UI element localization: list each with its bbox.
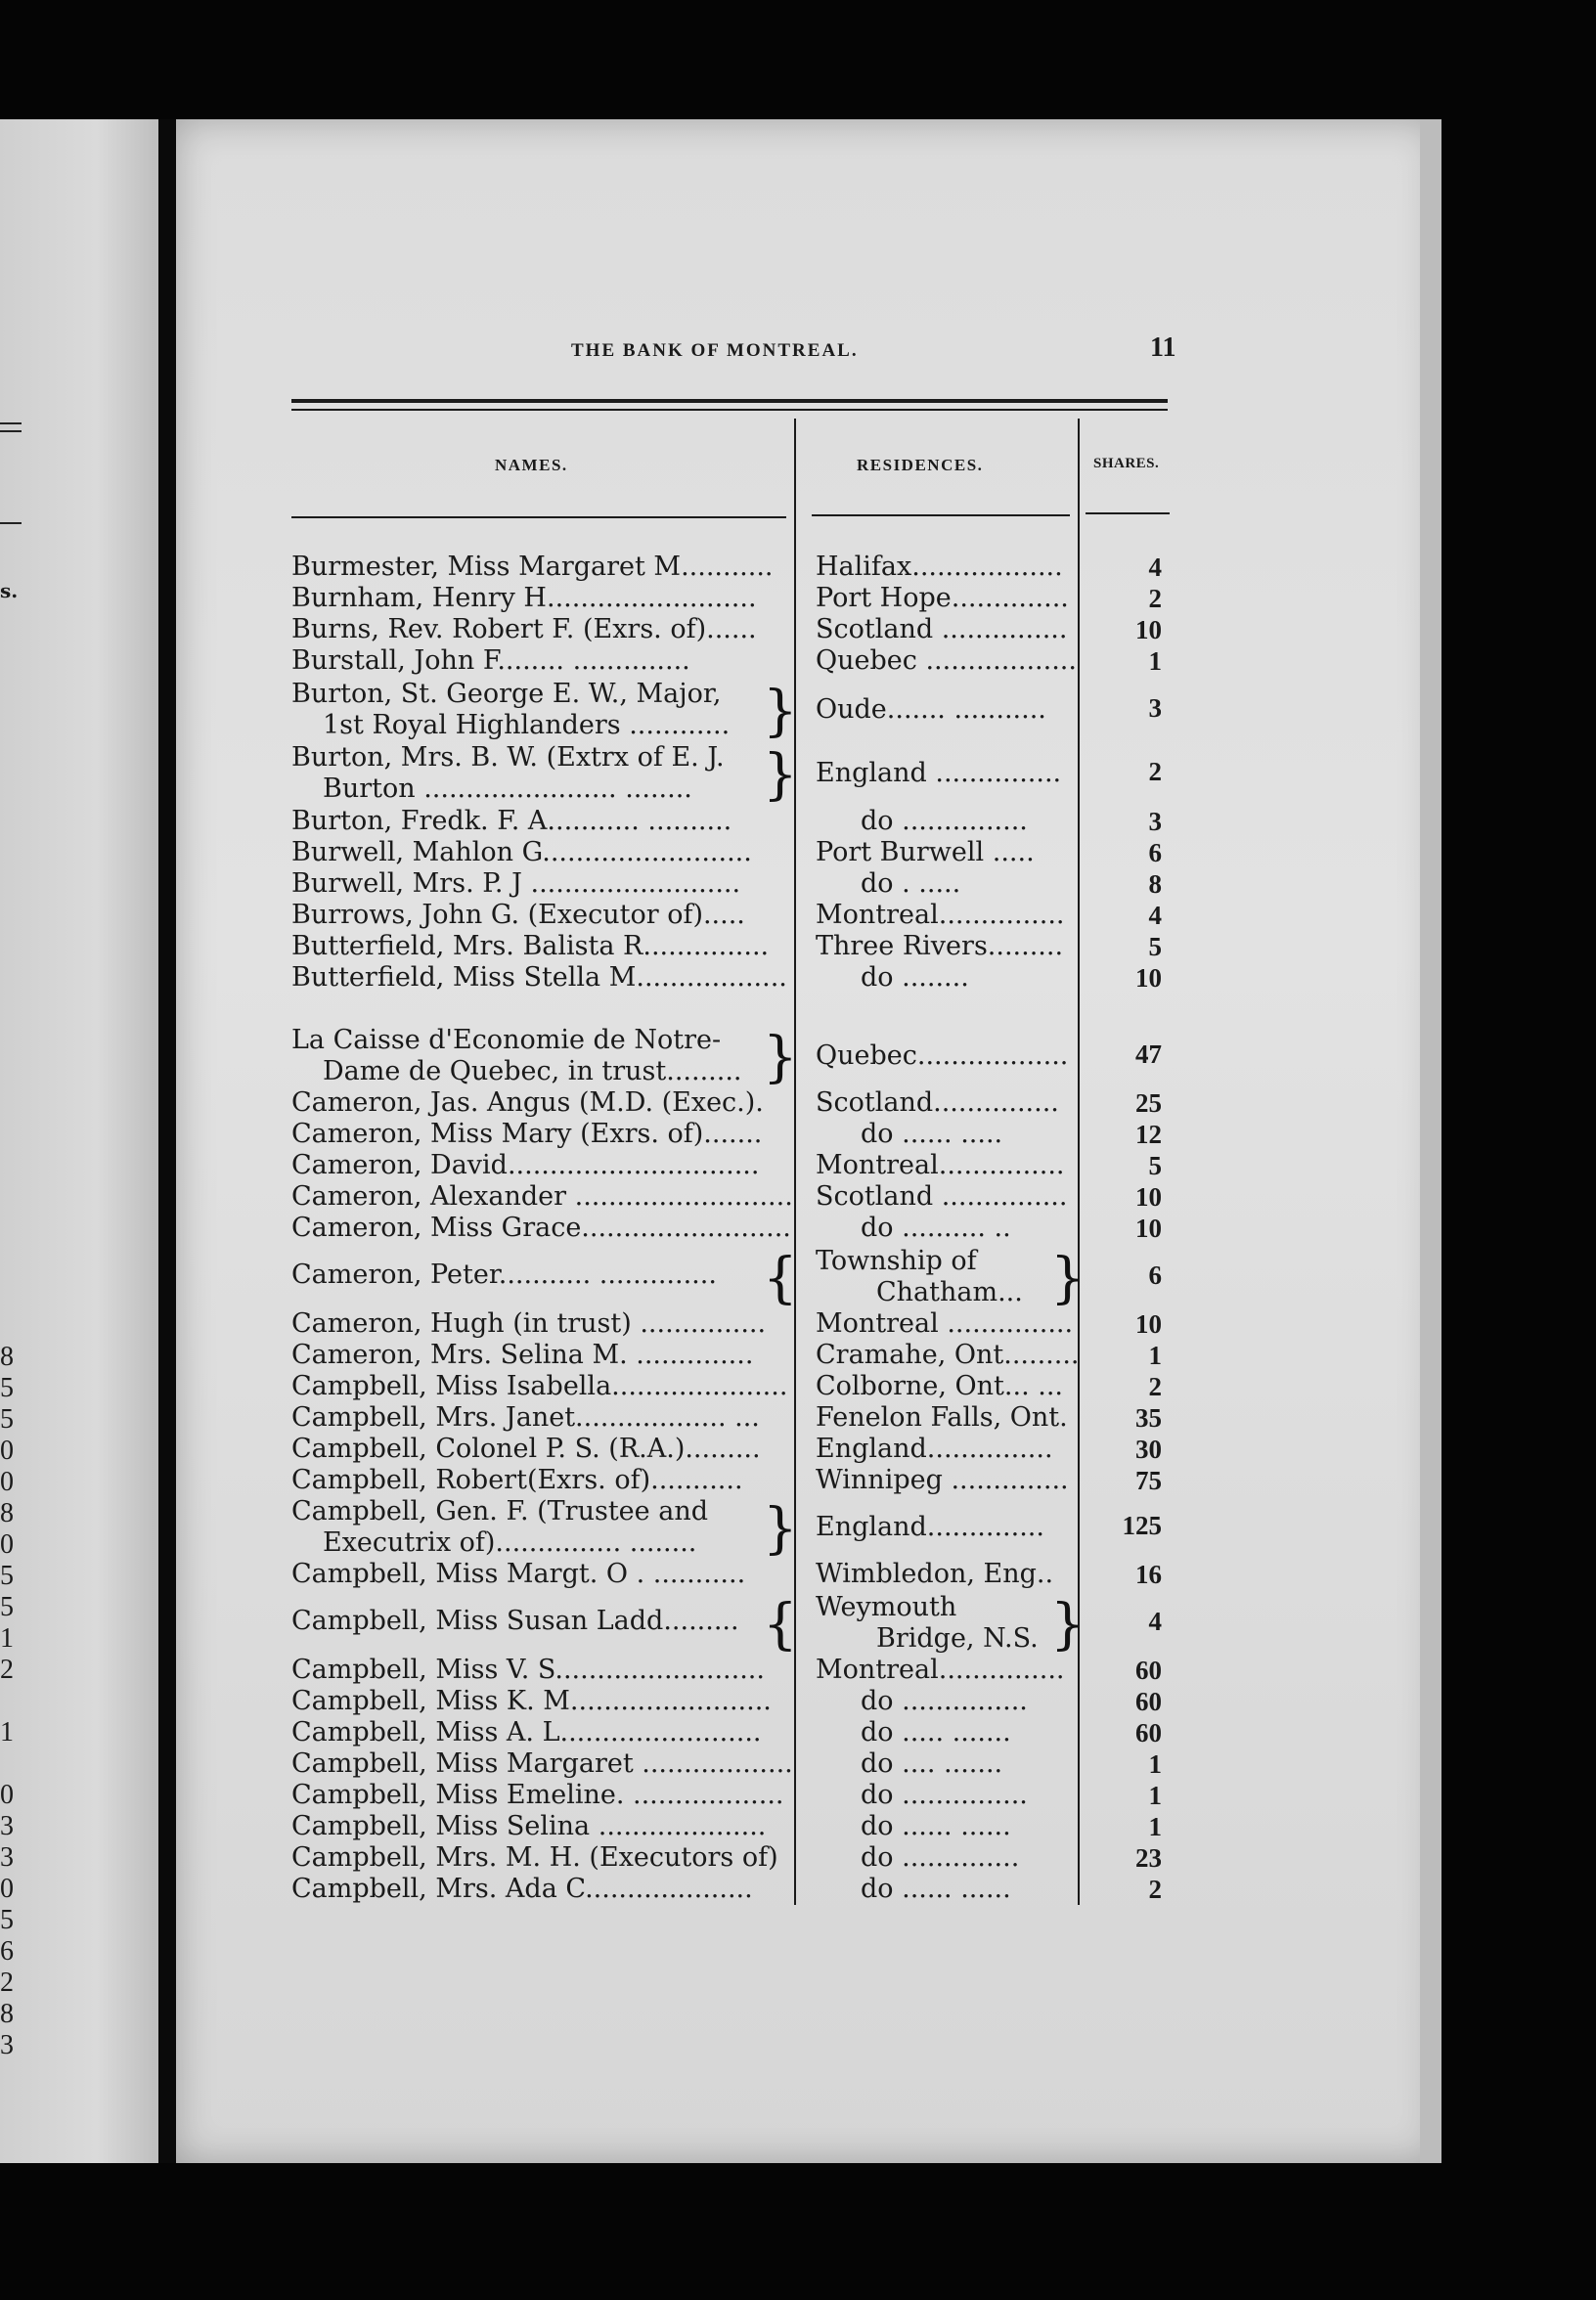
residence: Wimbledon, Eng.. [816,1559,1054,1589]
share-count: 1 [1148,1341,1162,1370]
share-count: 1 [1148,1749,1162,1779]
shareholder-name: Butterfield, Mrs. Balista R............... [291,931,770,961]
shareholder-name: Campbell, Colonel P. S. (R.A.)......... [291,1434,761,1464]
prev-page-rule [0,430,22,432]
share-count: 4 [1148,553,1162,582]
book-gutter [158,119,178,2163]
shareholder-name: Campbell, Miss Isabella..................... [291,1371,788,1401]
shareholder-name: Campbell, Miss A. L........................ [291,1717,762,1747]
shareholder-name: Burmester, Miss Margaret M........... [291,552,774,582]
names-header-rule [291,516,786,518]
share-count: 10 [1135,1309,1162,1339]
prev-page-digit: 5 [0,1373,14,1403]
prev-page-share-digits [0,1342,14,2061]
share-count: 4 [1148,901,1162,930]
shareholder-name: Cameron, Miss Grace......................... [291,1213,791,1243]
shareholder-name-continued: Executrix of)............... ........ [323,1527,697,1558]
residence: do ............... [861,1780,1028,1810]
prev-page-digit: 1 [0,1717,14,1747]
residence: England............... [816,1434,1053,1464]
prev-page-digit: 2 [0,1968,14,1998]
residence: Cramahe, Ont......... [816,1340,1080,1370]
shareholder-name-continued: 1st Royal Highlanders ............ [323,710,731,740]
residence: England.............. [816,1512,1044,1542]
share-count: 3 [1148,693,1162,723]
prev-page-digit: 0 [0,1436,14,1466]
page-number: 11 [1150,332,1176,363]
shareholder-name: Burrows, John G. (Executor of)..... [291,900,745,930]
share-count: 1 [1148,646,1162,676]
shareholder-name: Butterfield, Miss Stella M.................. [291,962,787,993]
running-head: THE BANK OF MONTREAL. [571,340,859,361]
share-count: 30 [1135,1435,1162,1464]
shareholder-name: Campbell, Miss Susan Ladd......... [291,1606,739,1636]
column-header-residences: RESIDENCES. [857,456,984,474]
column-divider-residences [1078,419,1080,1905]
residence: Quebec.................. [816,1040,1069,1071]
prev-page-rule [0,522,22,524]
prev-page-digit: 8 [0,1498,14,1528]
share-count: 2 [1148,757,1162,786]
residence: Scotland ............... [816,1181,1068,1212]
residence: Port Burwell ..... [816,837,1035,867]
residence: do ..... ....... [861,1717,1011,1747]
share-count: 23 [1135,1843,1162,1873]
share-count: 16 [1135,1560,1162,1589]
residence: Township of [816,1246,977,1276]
header-rule [291,399,1168,403]
residence: Colborne, Ont... ... [816,1371,1063,1401]
prev-page-digit: 3 [0,2030,14,2060]
prev-page-column-fragment: s. [0,579,19,602]
grouping-brace: } [763,1026,798,1089]
residence: Scotland ............... [816,614,1068,644]
shareholder-name-continued: Dame de Quebec, in trust......... [323,1056,742,1086]
residence: do .............. [861,1842,1020,1873]
share-count: 2 [1148,1875,1162,1904]
shareholder-name: Cameron, Alexander .......................... [291,1181,793,1212]
prev-page-digit: 0 [0,1467,14,1497]
shareholder-name: Cameron, Mrs. Selina M. .............. [291,1340,754,1370]
shareholder-name: Burton, St. George E. W., Major, [291,679,722,709]
grouping-brace: } [763,743,798,807]
grouping-brace: } [763,680,798,743]
header-rule-thin [291,409,1168,411]
residence: Montreal ............... [816,1308,1074,1339]
residence: Three Rivers......... [816,931,1064,961]
shareholder-name: Campbell, Mrs. Janet.................. ... [291,1402,760,1433]
previous-page-fragment [0,119,161,2163]
share-count: 4 [1148,1607,1162,1636]
residences-header-rule [812,514,1070,516]
prev-page-digit: 8 [0,1999,14,2029]
share-count: 10 [1135,1214,1162,1243]
share-count: 2 [1148,1372,1162,1401]
prev-page-digit [0,1748,14,1780]
residence: do .... ....... [861,1748,1003,1779]
share-count: 2 [1148,584,1162,613]
share-count: 47 [1135,1039,1162,1069]
shareholder-name: Cameron, Hugh (in trust) ............... [291,1308,767,1339]
prev-page-digit: 3 [0,1842,14,1873]
share-count: 60 [1135,1656,1162,1685]
residence: Halifax.................. [816,552,1063,582]
shareholder-name: Burton, Mrs. B. W. (Extrx of E. J. [291,742,725,773]
prev-page-digit: 0 [0,1874,14,1904]
residence: Winnipeg .............. [816,1465,1069,1495]
column-header-shares: SHARES. [1093,456,1160,471]
residence: Montreal............... [816,900,1065,930]
share-count: 1 [1148,1812,1162,1841]
shareholder-name: La Caisse d'Economie de Notre- [291,1025,722,1055]
share-count: 3 [1148,807,1162,836]
shareholder-name: Campbell, Miss Margaret .................. [291,1748,793,1779]
residence: Scotland............... [816,1087,1059,1118]
share-count: 12 [1135,1120,1162,1149]
share-count: 75 [1135,1466,1162,1495]
share-count: 125 [1122,1511,1162,1540]
prev-page-digit: 5 [0,1592,14,1622]
shareholder-name: Cameron, David.............................. [291,1150,760,1180]
shareholder-name: Burnham, Henry H......................... [291,583,757,613]
residence: do ...... ..... [861,1119,1003,1149]
prev-page-digit: 0 [0,1529,14,1560]
residence: Weymouth [816,1592,957,1622]
shareholder-name: Burns, Rev. Robert F. (Exrs. of)...... [291,614,757,644]
grouping-brace: } [763,1497,798,1561]
residence: do ...... ...... [861,1874,1011,1904]
prev-page-digit: 0 [0,1780,14,1810]
share-count: 10 [1135,615,1162,644]
prev-page-digit [0,1686,14,1717]
share-count: 35 [1135,1403,1162,1433]
grouping-brace: } [1050,1593,1086,1657]
share-count: 6 [1148,838,1162,867]
residence-continued: Bridge, N.S. [876,1623,1039,1654]
shareholder-name: Cameron, Miss Mary (Exrs. of)....... [291,1119,763,1149]
residence: do ............... [861,1686,1028,1716]
shareholder-name: Burton, Fredk. F. A........... .......... [291,806,732,836]
prev-page-digit: 6 [0,1936,14,1967]
shareholder-name: Campbell, Miss Emeline. .................. [291,1780,784,1810]
shareholder-name: Campbell, Miss Selina .................... [291,1811,767,1841]
shareholder-name: Campbell, Miss K. M........................ [291,1686,772,1716]
grouping-brace: { [763,1593,798,1657]
shareholder-name-continued: Burton ....................... ........ [323,774,692,804]
share-count: 60 [1135,1718,1162,1747]
prev-page-digit: 2 [0,1655,14,1685]
shareholder-name: Campbell, Mrs. M. H. (Executors of) [291,1842,778,1873]
shareholder-name: Cameron, Jas. Angus (M.D. (Exec.). [291,1087,764,1118]
residence-continued: Chatham... [876,1277,1023,1307]
share-count: 5 [1148,1151,1162,1180]
prev-page-digit: 5 [0,1561,14,1591]
prev-page-digit: 8 [0,1342,14,1372]
grouping-brace: } [1050,1247,1086,1310]
prev-page-rule [0,422,22,424]
residence: do ............... [861,806,1028,836]
shareholder-name: Burstall, John F........ .............. [291,645,690,676]
residence: Montreal............... [816,1655,1065,1685]
share-count: 10 [1135,1182,1162,1212]
share-count: 60 [1135,1687,1162,1716]
prev-page-digit: 1 [0,1623,14,1654]
residence: Oude....... ........... [816,694,1046,725]
residence: England ............... [816,758,1062,788]
shareholder-name: Campbell, Miss Margt. O . ........... [291,1559,746,1589]
grouping-brace: { [763,1247,798,1310]
residence: do .......... .. [861,1213,1011,1243]
share-count: 5 [1148,932,1162,961]
prev-page-digit: 5 [0,1404,14,1435]
residence: do ...... ...... [861,1811,1011,1841]
shareholder-name: Burwell, Mahlon G......................... [291,837,752,867]
prev-page-digit: 5 [0,1905,14,1935]
shareholder-name: Burwell, Mrs. P. J ......................... [291,868,741,899]
shareholder-name: Campbell, Miss V. S......................... [291,1655,765,1685]
prev-page-digit: 3 [0,1811,14,1841]
share-count: 6 [1148,1261,1162,1290]
column-header-names: NAMES. [495,456,568,474]
residence: Montreal............... [816,1150,1065,1180]
residence: Fenelon Falls, Ont. [816,1402,1068,1433]
share-count: 25 [1135,1088,1162,1118]
residence: Quebec .................. [816,645,1077,676]
shareholder-name: Campbell, Mrs. Ada C.................... [291,1874,753,1904]
shareholder-name: Cameron, Peter........... .............. [291,1260,717,1290]
share-count: 8 [1148,869,1162,899]
residence: Port Hope.............. [816,583,1069,613]
shareholder-name: Campbell, Gen. F. (Trustee and [291,1496,708,1526]
column-divider-names [794,419,796,1905]
residence: do . ..... [861,868,961,899]
shareholder-name: Campbell, Robert(Exrs. of)........... [291,1465,743,1495]
share-count: 1 [1148,1781,1162,1810]
residence: do ........ [861,962,969,993]
page-edge [1420,119,1441,2163]
share-count: 10 [1135,963,1162,993]
shares-header-rule [1086,512,1170,514]
